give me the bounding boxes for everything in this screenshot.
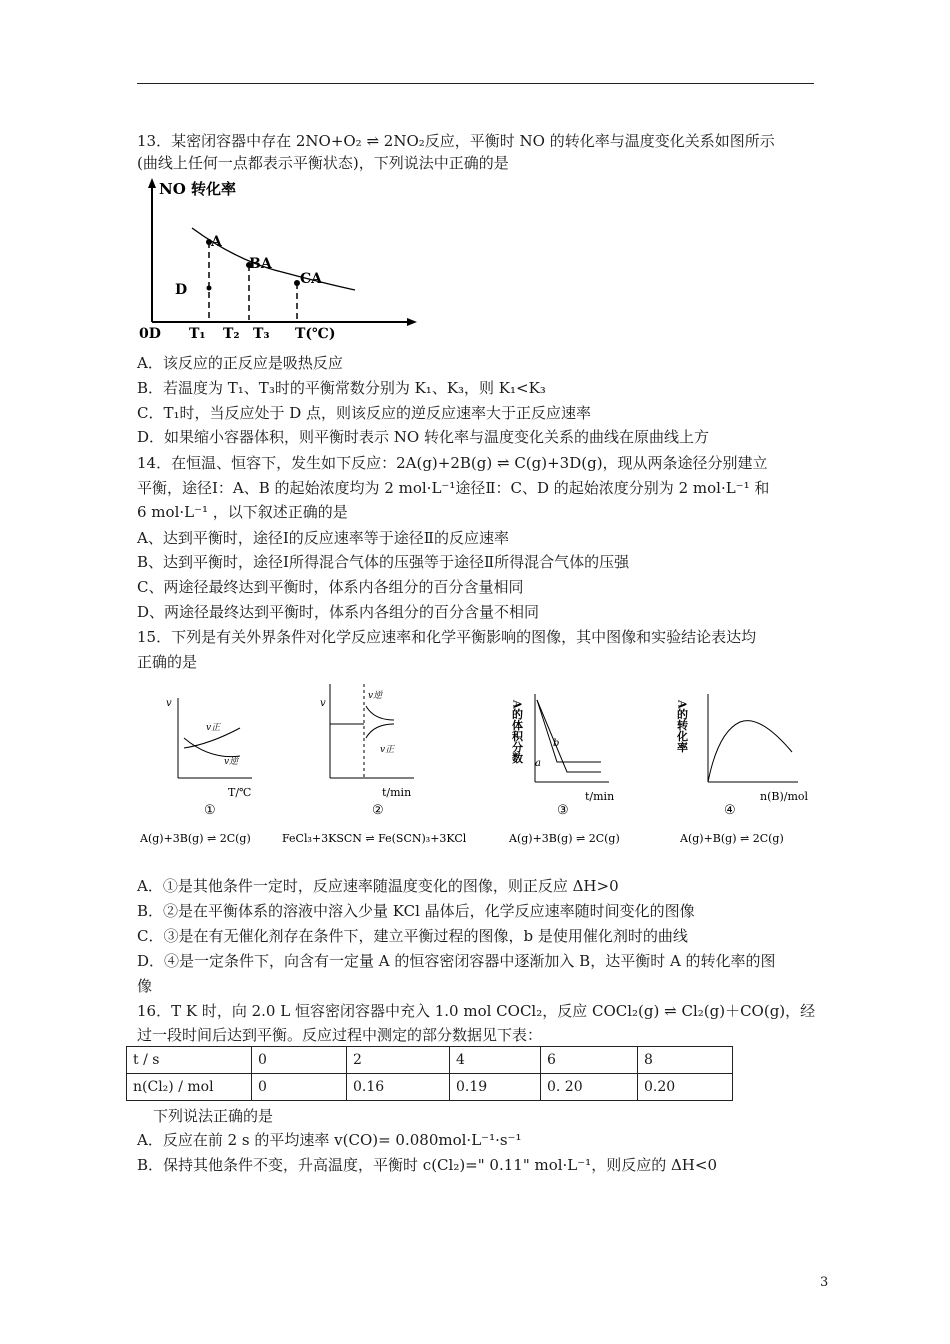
table-cell: 8 bbox=[638, 1047, 733, 1074]
q15-f1-number: ① bbox=[204, 803, 216, 818]
q13-option-b: B．若温度为 T₁、T₃时的平衡常数分别为 K₁、K₃，则 K₁<K₃ bbox=[137, 379, 546, 397]
q15-f1-curve1-label: v正 bbox=[206, 723, 221, 733]
q13-figure bbox=[137, 176, 422, 341]
q14-option-a: A、达到平衡时，途径Ⅰ的反应速率等于途径Ⅱ的反应速率 bbox=[137, 529, 509, 547]
table-row bbox=[127, 1047, 733, 1074]
q14-stem-line3: 6 mol·L⁻¹ ，以下叙述正确的是 bbox=[137, 503, 348, 521]
table-cell: 0.19 bbox=[450, 1074, 541, 1101]
q15-option-a: A．①是其他条件一定时，反应速率随温度变化的图像，则正反应 ΔH>0 bbox=[137, 877, 619, 895]
q13-x-arrow bbox=[407, 318, 417, 326]
table-cell: 6 bbox=[541, 1047, 638, 1074]
q15-f4-reaction: A(g)+B(g) ⇌ 2C(g) bbox=[680, 832, 784, 845]
q13-option-d: D．如果缩小容器体积，则平衡时表示 NO 转化率与温度变化关系的曲线在原曲线上方 bbox=[137, 428, 709, 446]
q15-option-c: C．③是在有无催化剂存在条件下，建立平衡过程的图像，b 是使用催化剂时的曲线 bbox=[137, 927, 688, 945]
q13-option-a: A．该反应的正反应是吸热反应 bbox=[137, 354, 343, 372]
q14-option-c: C、两途径最终达到平衡时，体系内各组分的百分含量相同 bbox=[137, 578, 524, 596]
q13-tick-t1: T₁ bbox=[189, 326, 206, 342]
q13-tick-t: T(℃) bbox=[295, 326, 336, 342]
q15-f1-curve2-label: v逆 bbox=[224, 757, 239, 767]
q15-figure-1 bbox=[140, 690, 290, 850]
q15-figure-4 bbox=[675, 690, 820, 850]
table-cell: 2 bbox=[347, 1047, 450, 1074]
q16-prompt: 下列说法正确的是 bbox=[153, 1107, 274, 1125]
table-cell: 0.16 bbox=[347, 1074, 450, 1101]
q15-f2-curve1-label: v逆 bbox=[368, 691, 383, 701]
q15-f3-curve-a-label: a bbox=[535, 758, 541, 769]
q15-f2-curve2-label: v正 bbox=[380, 745, 395, 755]
q13-option-c: C．T₁时，当反应处于 D 点，则该反应的逆反应速率大于正反应速率 bbox=[137, 404, 592, 422]
q16-option-a: A．反应在前 2 s 的平均速率 v(CO)= 0.080mol·L⁻¹·s⁻¹ bbox=[137, 1131, 522, 1149]
table-cell: 0 bbox=[252, 1074, 347, 1101]
q13-point-d bbox=[207, 286, 212, 291]
page-number: 3 bbox=[820, 1275, 829, 1290]
q15-f1-xlabel: T/℃ bbox=[228, 786, 252, 799]
q15-f2-curve-forward bbox=[366, 724, 394, 738]
q15-f3-ylabel: A的体积分数 bbox=[510, 700, 524, 764]
q15-f1-ylabel: v bbox=[166, 698, 172, 709]
q14-option-d: D、两途径最终达到平衡时，体系内各组分的百分含量不相同 bbox=[137, 603, 540, 621]
q14-option-b: B、达到平衡时，途径Ⅰ所得混合气体的压强等于途径Ⅱ所得混合气体的压强 bbox=[137, 553, 630, 571]
table-cell: 0. 20 bbox=[541, 1074, 638, 1101]
q14-stem-line1: 14．在恒温、恒容下，发生如下反应：2A(g)+2B(g) ⇌ C(g)+3D(g)，现从两条途径分别建立 bbox=[137, 454, 768, 472]
q15-f3-number: ③ bbox=[557, 803, 569, 818]
table-cell: 4 bbox=[450, 1047, 541, 1074]
q15-f3-xlabel: t/min bbox=[585, 790, 615, 803]
q13-label-a: A bbox=[211, 234, 222, 250]
q15-stem-line1: 15．下列是有关外界条件对化学反应速率和化学平衡影响的图像，其中图像和实验结论表达均 bbox=[137, 628, 757, 646]
q15-option-d-cont: 像 bbox=[137, 977, 153, 995]
q13-label-c: CA bbox=[300, 271, 323, 287]
table-cell: 0.20 bbox=[638, 1074, 733, 1101]
q15-f4-number: ④ bbox=[724, 803, 736, 818]
q15-f1-reaction: A(g)+3B(g) ⇌ 2C(g) bbox=[140, 832, 251, 845]
q16-stem-line2: 过一段时间后达到平衡。反应过程中测定的部分数据见下表： bbox=[137, 1026, 543, 1044]
q15-f2-curve-reverse bbox=[366, 706, 394, 720]
q15-f3-reaction: A(g)+3B(g) ⇌ 2C(g) bbox=[509, 832, 620, 845]
q15-f2-ylabel: v bbox=[320, 698, 326, 709]
q13-label-d: D bbox=[175, 282, 188, 298]
q13-stem-line2: (曲线上任何一点都表示平衡状态)，下列说法中正确的是 bbox=[137, 154, 509, 172]
q13-tick-t2: T₂ bbox=[223, 326, 240, 342]
q15-f3-curve-a bbox=[537, 700, 601, 762]
q16-stem-line1: 16．T K 时，向 2.0 L 恒容密闭容器中充入 1.0 mol COCl₂，反应 COCl₂(g) ⇌ Cl₂(g)＋CO(g)，经 bbox=[137, 1002, 816, 1020]
table-cell: t / s bbox=[127, 1047, 252, 1074]
q13-ylabel: NO 转化率 bbox=[159, 180, 236, 198]
q15-f3-curve-b-label: b bbox=[553, 738, 560, 749]
q15-figure-2 bbox=[282, 676, 468, 850]
q15-f4-curve bbox=[708, 721, 792, 782]
q16-data-table bbox=[126, 1046, 733, 1101]
q13-tick-t3: T₃ bbox=[253, 326, 270, 342]
q15-f2-xlabel: t/min bbox=[382, 786, 412, 799]
q16-option-b: B．保持其他条件不变，升高温度，平衡时 c(Cl₂)=" 0.11" mol·L⁻¹，则反应的 ΔH<0 bbox=[137, 1156, 717, 1174]
q15-f3-curve-b bbox=[537, 700, 601, 772]
q15-figure-3 bbox=[505, 690, 645, 850]
table-row bbox=[127, 1074, 733, 1101]
q15-f2-number: ② bbox=[372, 803, 384, 818]
q13-label-b: BA bbox=[249, 256, 272, 272]
table-cell: n(Cl₂) / mol bbox=[127, 1074, 252, 1101]
q15-f4-ylabel: A的转化率 bbox=[675, 700, 689, 753]
table-cell: 0 bbox=[252, 1047, 347, 1074]
header-rule bbox=[137, 83, 814, 84]
q13-stem-line1: 13．某密闭容器中存在 2NO+O₂ ⇌ 2NO₂反应，平衡时 NO 的转化率与温度变化关系如图所示 bbox=[137, 132, 775, 150]
q13-y-arrow bbox=[148, 178, 156, 188]
q15-stem-line2: 正确的是 bbox=[137, 653, 198, 671]
q13-origin: 0D bbox=[139, 326, 161, 342]
q15-option-b: B．②是在平衡体系的溶液中溶入少量 KCl 晶体后，化学反应速率随时间变化的图像 bbox=[137, 902, 695, 920]
q15-option-d: D．④是一定条件下，向含有一定量 A 的恒容密闭容器中逐渐加入 B，达平衡时 A 的转化率的图 bbox=[137, 952, 776, 970]
q14-stem-line2: 平衡，途径Ⅰ：A、B 的起始浓度均为 2 mol·L⁻¹途径Ⅱ：C、D 的起始浓度分别为 2 mol·L⁻¹ 和 bbox=[137, 479, 770, 497]
q15-f4-xlabel: n(B)/mol bbox=[760, 790, 809, 803]
q15-f2-reaction: FeCl₃+3KSCN ⇌ Fe(SCN)₃+3KCl bbox=[282, 832, 467, 845]
